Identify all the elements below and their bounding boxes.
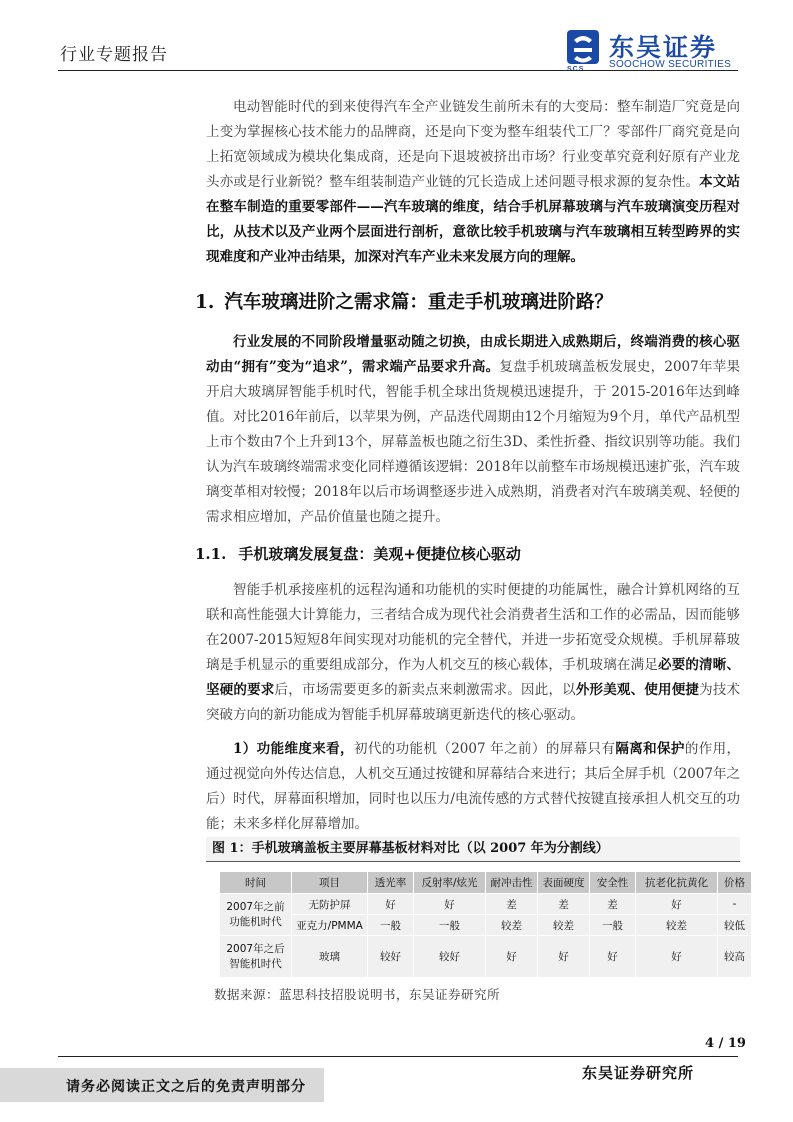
logo-english-name: SOOCHOW SECURITIES <box>609 59 732 70</box>
header-cell: 透光率 <box>368 872 414 894</box>
figure-source-note: 数据来源：蓝思科技招股说明书，东吴证券研究所 <box>214 987 501 1002</box>
header-cell: 价格 <box>718 872 752 894</box>
header-cell: 时间 <box>220 872 292 894</box>
table-row <box>220 894 752 915</box>
table-cell: 一般 <box>590 915 636 936</box>
section-1-1-paragraph-2 <box>206 737 740 837</box>
report-type-title: 行业专题报告 <box>60 45 168 65</box>
header-cell: 耐冲击性 <box>486 872 538 894</box>
table-cell: 差 <box>538 894 590 915</box>
p1-text-b: 后，市场需要更多的新卖点来刺激需求。因此，以 <box>274 682 576 698</box>
table-cell: 差 <box>486 894 538 915</box>
scs-emblem-icon <box>565 28 601 66</box>
intro-text: 电动智能时代的到来使得汽车全产业链发生前所未有的大变局：整车制造厂究竟是向上变为掌握核心技术能力的品牌商，还是向下变为整车组装代工厂？零部件厂商究竟是向上拓宽领域成为模块化集成商，还是向下退坡被挤出市场？行业变革究竟利好原有产业龙头亦或是行业新锐？整车组装制造产业链的冗长造成上述问题寻根求源的复杂性。 <box>206 99 740 190</box>
table-cell: 好 <box>368 894 414 915</box>
table-cell: 好 <box>486 936 538 978</box>
p2-bold-a: 隔离和保护 <box>615 741 685 757</box>
section-1-number: 1. <box>195 292 215 313</box>
p2-bold-lead: 1）功能维度来看， <box>233 741 354 757</box>
table-cell: 一般 <box>414 915 486 936</box>
era-cell: 2007年之后智能机时代 <box>220 936 292 978</box>
header-cell: 安全性 <box>590 872 636 894</box>
era-cell: 2007年之前功能机时代 <box>220 894 292 936</box>
table-cell: 好 <box>636 936 718 978</box>
p1-bold-a: 必要的清晰、坚硬的要求 <box>206 657 741 698</box>
header-divider <box>58 70 738 71</box>
table-cell: 亚克力/PMMA <box>292 915 368 936</box>
table-cell: 好 <box>538 936 590 978</box>
section-1-title: 汽车玻璃进阶之需求篇：重走手机玻璃进阶路？ <box>224 292 613 313</box>
section-1-1-paragraph-1 <box>206 578 740 728</box>
p2-text-a: 初代的功能机（2007 年之前）的屏幕只有 <box>353 741 616 757</box>
table-cell: 好 <box>636 894 718 915</box>
intro-bold-text: 本文站在整车制造的重要零部件——汽车玻璃的维度，结合手机屏幕玻璃与汽车玻璃演变历程对比，从技术以及产业两个层面进行剖析，意欲比较手机玻璃与汽车玻璃相互转型跨界的实现难度和产业冲击结果，加深对汽车产业未来发展方向的理解。 <box>206 174 741 265</box>
p1-bold-b: 外形美观、使用便捷 <box>575 682 700 698</box>
logo-abbreviation: SCS <box>567 66 585 73</box>
table-cell: 差 <box>590 894 636 915</box>
section-1-heading <box>195 288 613 314</box>
section-1-1-heading <box>195 543 521 564</box>
section-1-bold-text: 行业发展的不同阶段增量驱动随之切换，由成长期进入成熟期后，终端消费的核心驱动由“拥有”变为“追求”，需求端产品要求升高。 <box>206 334 740 375</box>
section-1-text: 复盘手机玻璃盖板发展史，2007年苹果开启大玻璃屏智能手机时代，智能手机全球出货规模迅速提升，于 2015-2016年达到峰值。对比2016年前后，以苹果为例，产品迭代周期由12个月缩短为9个月，单代产品机型上市个数由7个上升到13个，屏幕盖板也随之衍生3D、柔性折叠、指纹识别等功能。我们认为汽车玻璃终端需求变化同样遵循该逻辑：2018年以前整车市场规模迅速扩张，汽车玻璃变革相对较慢；2018年以后市场调整逐步进入成熟期，消费者对汽车玻璃美观、轻便的需求相应增加，产品价值量也随之提升。 <box>206 359 740 525</box>
logo-chinese-name: 东吴证券 <box>609 33 718 62</box>
company-logo <box>565 28 745 72</box>
footer-divider <box>58 1056 738 1057</box>
header-cell: 抗老化抗黄化 <box>636 872 718 894</box>
material-comparison-table <box>219 871 752 978</box>
section-1-paragraph <box>206 330 740 530</box>
header-cell: 反射率/炫光 <box>414 872 486 894</box>
table-cell: 好 <box>414 894 486 915</box>
header-cell: 项目 <box>292 872 368 894</box>
table-row <box>220 936 752 978</box>
intro-paragraph <box>206 95 740 270</box>
table-cell: 较差 <box>538 915 590 936</box>
table-cell: 无防护屏 <box>292 894 368 915</box>
figure-title-rule <box>206 861 740 862</box>
table-cell: 玻璃 <box>292 936 368 978</box>
table-cell: 好 <box>590 936 636 978</box>
table-cell: 较低 <box>718 915 752 936</box>
disclaimer-notice: 请务必阅读正文之后的免责声明部分 <box>66 1079 306 1095</box>
table-cell: 一般 <box>368 915 414 936</box>
header-cell: 表面硬度 <box>538 872 590 894</box>
section-1-1-title: 手机玻璃发展复盘：美观+便捷位核心驱动 <box>238 545 521 563</box>
p1-text-c: 为技术突破方向的新功能成为智能手机屏幕玻璃更新迭代的核心驱动。 <box>206 682 741 723</box>
table-cell: 较好 <box>414 936 486 978</box>
section-1-1-number: 1.1. <box>195 545 227 563</box>
page-number: 4 / 19 <box>705 1036 746 1051</box>
table-header-row <box>220 872 752 894</box>
research-institute-name: 东吴证券研究所 <box>582 1064 695 1082</box>
table-row <box>220 915 752 936</box>
table-cell: 较好 <box>368 936 414 978</box>
table-cell: 较高 <box>718 936 752 978</box>
figure-1-title: 图 1：手机玻璃盖板主要屏幕基板材料对比（以 2007 年为分割线） <box>206 837 740 861</box>
p2-text-b: 的作用，通过视觉向外传达信息，人机交互通过按键和屏幕结合来进行；其后全屏手机（2007年之后）时代，屏幕面积增加，同时也以压力/电流传感的方式替代按键直接承担人机交互的功能；未来多样化屏幕增加。 <box>206 741 740 832</box>
table-cell: 较差 <box>636 915 718 936</box>
table-cell: 较差 <box>486 915 538 936</box>
p1-text-a: 智能手机承接座机的远程沟通和功能机的实时便捷的功能属性，融合计算机网络的互联和高性能强大计算能力，三者结合成为现代社会消费者生活和工作的必需品，因而能够在2007-2015短短8年间实现对功能机的完全替代，并进一步拓宽受众规模。手机屏幕玻璃是手机显示的重要组成部分，作为人机交互的核心载体，手机玻璃在满足 <box>206 582 740 673</box>
table-cell: - <box>718 894 752 915</box>
